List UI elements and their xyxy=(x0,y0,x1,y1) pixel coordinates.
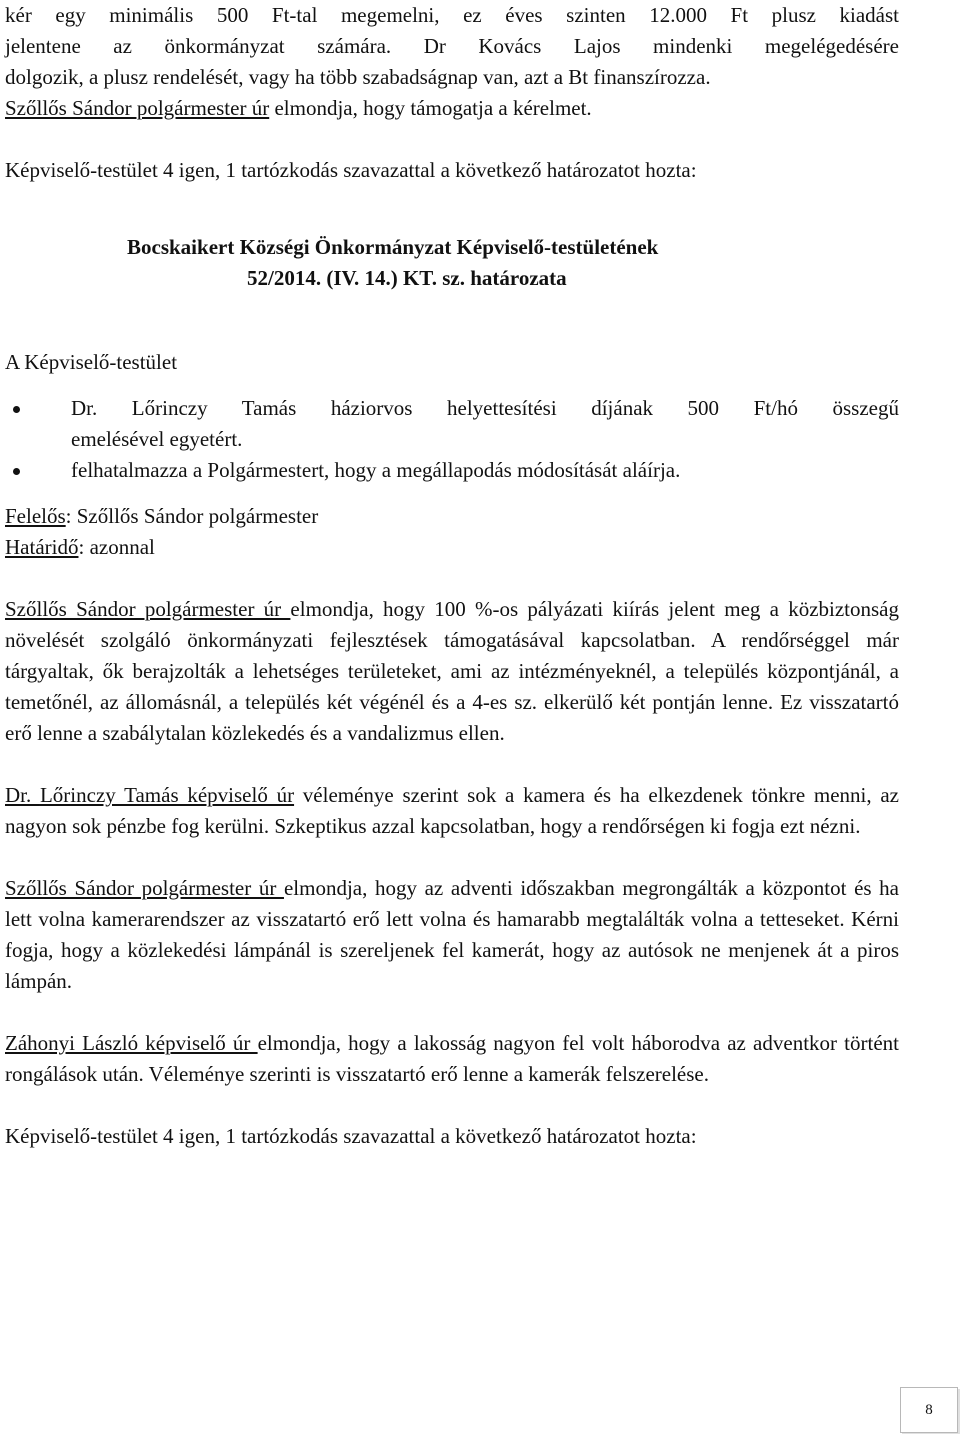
speaker-statement: elmondja, hogy támogatja a kérelmet. xyxy=(269,96,592,120)
resolution-bullet-list xyxy=(5,393,899,486)
paragraph-zahonyi-opinion xyxy=(5,1028,899,1090)
deadline-line xyxy=(5,532,899,563)
speaker-statement: elmondja, hogy 100 %-os pályázati kiírás jelent meg a közbiztonság növelését szolgáló önkormányzati fejlesztések támogatásával kapcsolatban. A rendőrséggel már tárgyaltak, ők berajzolták a lehetséges területeket, ami az intézményeknél, a település központjánál, a temetőnél, az állomásnál, a település két végénél és a 4-es sz. elkerülő két pontján lenne. Ez visszatartó erő lenne a szabálytalan közlekedés és a vandalizmus ellen. xyxy=(5,597,900,745)
paragraph-mayor-support xyxy=(5,93,899,124)
speaker-name: Szőllős Sándor polgármester úr xyxy=(5,597,291,621)
paragraph-mayor-advent xyxy=(5,873,899,997)
list-item xyxy=(71,455,899,486)
speaker-name: Szőllős Sándor polgármester úr xyxy=(5,876,284,900)
speaker-statement: elmondja, hogy az adventi időszakban megrongálták a központot és ha lett volna kamerarendszer az visszatartó erő lett volna és hamarabb megtalálták volna a tetteseket. Kérni fogja, hogy a közlekedési lámpánál is szereljenek fel kamerát, hogy az autósok ne menjenek át a piros lámpán. xyxy=(5,876,900,993)
resolution-number: 52/2014. (IV. 14.) KT. sz. határozata xyxy=(247,266,567,290)
document-page xyxy=(5,0,899,1152)
speaker-statement: véleménye szerint sok a kamera és ha elkezdenek tönkre menni, az nagyon sok pénzbe fog kerülni. Szkeptikus azzal kapcsolatban, hogy a rendőrségen ki fogja ezt nézni. xyxy=(5,783,900,838)
responsible-line xyxy=(5,501,899,532)
responsible-value: : Szőllős Sándor polgármester xyxy=(65,504,319,528)
deadline-value: : azonnal xyxy=(78,535,155,559)
list-item xyxy=(71,393,899,455)
speaker-name: Szőllős Sándor polgármester úr xyxy=(5,96,270,120)
bullet-icon xyxy=(13,468,20,475)
intro-line-2: jelentene az önkormányzat számára. Dr Kovács Lajos mindenki megelégedésére xyxy=(5,34,899,58)
deadline-label: Határidő xyxy=(5,535,79,559)
bullet-1-line-2: emelésével egyetért. xyxy=(71,427,243,451)
paragraph-camera-grant xyxy=(5,594,899,749)
intro-line-3: dolgozik, a plusz rendelését, vagy ha több szabadságnap van, azt a Bt finanszírozza. xyxy=(5,65,711,89)
intro-line-1: kér egy minimális 500 Ft-tal megemelni, ez éves szinten 12.000 Ft plusz kiadást xyxy=(5,3,899,27)
page-number: 8 xyxy=(900,1387,958,1433)
paragraph-lorinczy-opinion xyxy=(5,780,899,842)
resolution-title: Bocskaikert Községi Önkormányzat Képviselő-testületének xyxy=(127,235,659,259)
bullet-1-line-1: Dr. Lőrinczy Tamás háziorvos helyettesítési díjának 500 Ft/hó összegű xyxy=(71,396,899,420)
vote-statement-1: Képviselő-testület 4 igen, 1 tartózkodás szavazattal a következő határozatot hozta: xyxy=(5,158,697,182)
speaker-statement: elmondja, hogy a lakosság nagyon fel volt háborodva az adventkor történt rongálások után. Véleménye szerinti is visszatartó erő lenne a kamerák felszerelése. xyxy=(5,1031,899,1086)
resolution-body-heading: A Képviselő-testület xyxy=(5,350,178,374)
speaker-name: Lőrinczy Tamás képviselő úr xyxy=(39,783,295,807)
speaker-name: Záhonyi László képviselő úr xyxy=(5,1031,258,1055)
bullet-icon xyxy=(13,406,20,413)
bullet-2-text: felhatalmazza a Polgármestert, hogy a megállapodás módosítását aláírja. xyxy=(71,458,681,482)
vote-statement-2: Képviselő-testület 4 igen, 1 tartózkodás szavazattal a következő határozatot hozta: xyxy=(5,1124,697,1148)
speaker-prefix: Dr. xyxy=(5,783,40,807)
resolution-title-block xyxy=(5,232,899,294)
responsible-label: Felelős xyxy=(5,504,66,528)
